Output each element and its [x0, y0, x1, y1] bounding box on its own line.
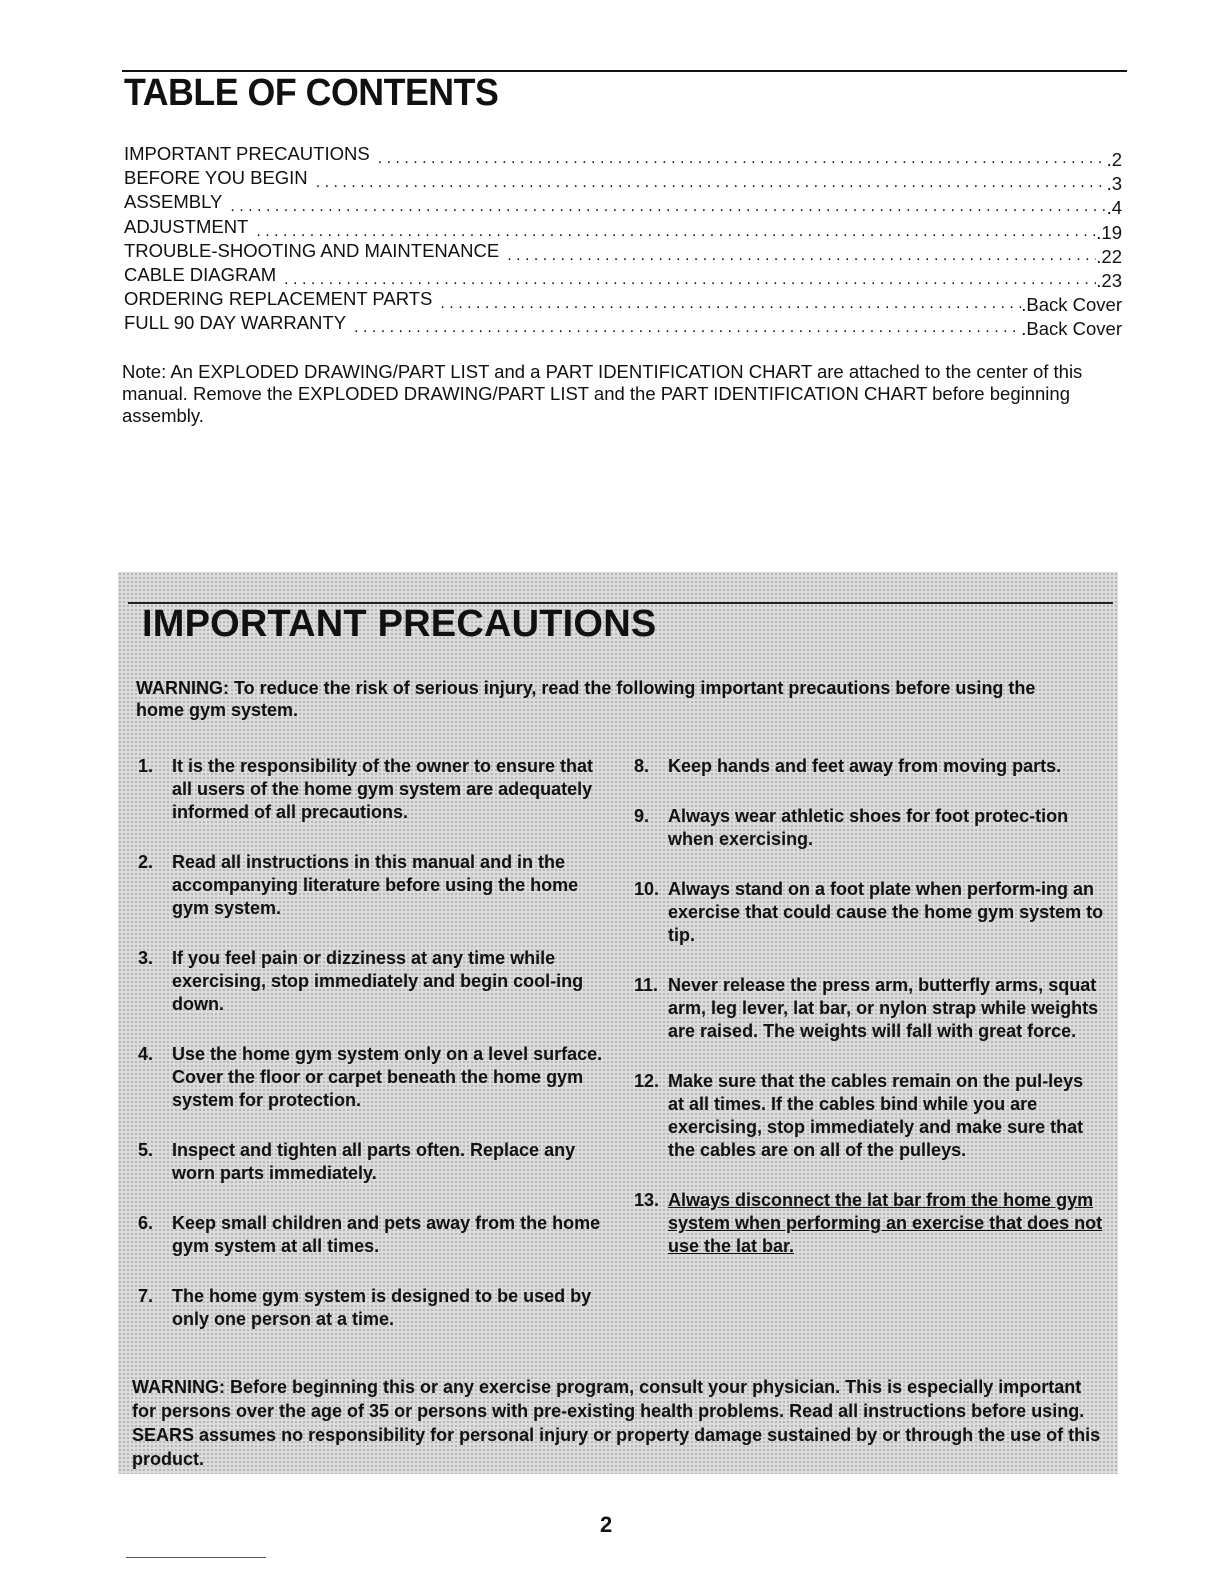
precaution-number: 4. — [138, 1044, 154, 1064]
precautions-section — [118, 572, 1118, 1474]
precaution-item — [634, 1189, 1104, 1258]
precaution-number: 2. — [138, 852, 154, 872]
precaution-number: 1. — [138, 756, 154, 776]
precaution-number: 5. — [138, 1140, 154, 1160]
precaution-number: 9. — [634, 806, 650, 826]
toc-entry-page: .22 — [1096, 245, 1122, 267]
toc-entry-label: ADJUSTMENT — [124, 215, 249, 237]
precautions-title: IMPORTANT PRECAUTIONS — [142, 603, 657, 645]
precaution-text: Read all instructions in this manual and in the accompanying literature before using the home gym system. — [172, 852, 579, 918]
precaution-text: Keep hands and feet away from moving parts. — [668, 756, 1062, 776]
precaution-item — [138, 947, 608, 1016]
precaution-item — [138, 755, 608, 824]
precaution-text: Never release the press arm, butterfly arms, squat arm, leg lever, lat bar, or nylon strap while weights are raised. The weights will fall with great force. — [668, 975, 1099, 1041]
toc-dot-leader — [378, 148, 1107, 170]
toc-entry-label: BEFORE YOU BEGIN — [124, 167, 308, 189]
precaution-number: 3. — [138, 948, 154, 968]
precaution-item — [634, 1070, 1104, 1162]
page-number: 2 — [600, 1512, 613, 1537]
toc-entry[interactable] — [124, 191, 1122, 219]
toc-entry-label: CABLE DIAGRAM — [124, 263, 277, 285]
toc-list — [124, 143, 1122, 340]
toc-dot-leader — [256, 221, 1096, 243]
precaution-item — [138, 1043, 608, 1112]
toc-entry-label: IMPORTANT PRECAUTIONS — [124, 143, 370, 164]
toc-entry-label: ASSEMBLY — [124, 191, 223, 213]
precaution-item — [138, 851, 608, 920]
toc-entry-page: .Back Cover — [1021, 318, 1122, 340]
precaution-item — [634, 878, 1104, 947]
toc-note: Note: An EXPLODED DRAWING/PART LIST and a PART IDENTIFICATION CHART are attached to the center of this manual. Remove the EXPLODED DRAWING/PART LIST and the PART IDENTIFICATION CHART before beginning assembly. — [122, 361, 1083, 426]
precaution-number: 12. — [634, 1071, 660, 1091]
warning-physician: WARNING: Before beginning this or any exercise program, consult your physician. This is especially important for persons over the age of 35 or persons with pre-existing health problems. Read all instructions before using. SEARS assumes no responsibility for personal injury or property damage sustained by or through the use of this product. — [132, 1377, 1101, 1469]
toc-entry[interactable] — [124, 263, 1122, 291]
toc-entry-page: .4 — [1106, 197, 1122, 219]
toc-entry-page: .23 — [1096, 269, 1122, 291]
precaution-item — [634, 974, 1104, 1043]
precaution-item — [138, 1212, 608, 1258]
toc-entry-page: .3 — [1106, 173, 1122, 195]
toc-entry-page: .19 — [1096, 221, 1122, 243]
precaution-number: 10. — [634, 879, 660, 899]
precautions-left-column — [138, 755, 608, 1331]
precaution-item — [634, 755, 1104, 778]
precaution-text: The home gym system is designed to be used by only one person at a time. — [172, 1286, 592, 1329]
toc-dot-leader — [284, 269, 1096, 291]
precaution-number: 8. — [634, 756, 650, 776]
toc-entry[interactable] — [124, 239, 1122, 267]
toc-entry-label: TROUBLE-SHOOTING AND MAINTENANCE — [124, 239, 500, 261]
precaution-number: 6. — [138, 1213, 154, 1233]
toc-entry[interactable] — [124, 215, 1122, 243]
toc-entry-label: ORDERING REPLACEMENT PARTS — [124, 288, 433, 310]
warning-intro: WARNING: To reduce the risk of serious injury, read the following important precautions before using the home gym system. — [136, 678, 1036, 720]
precaution-item — [138, 1139, 608, 1185]
toc-dot-leader — [440, 293, 1021, 315]
precaution-number: 7. — [138, 1286, 154, 1306]
toc-dot-leader — [507, 245, 1096, 267]
precaution-text: Make sure that the cables remain on the pul-leys at all times. If the cables bind while you are exercising, stop immediately and make sure that the cables are on all of the pulleys. — [668, 1071, 1084, 1160]
precaution-item — [138, 1285, 608, 1331]
precaution-item — [634, 805, 1104, 851]
toc-dot-leader — [316, 172, 1107, 194]
toc-entry-page: .Back Cover — [1021, 294, 1122, 316]
footer-rule — [126, 1557, 266, 1558]
precaution-text: If you feel pain or dizziness at any time while exercising, stop immediately and begin cool-ing down. — [172, 948, 584, 1014]
toc-dot-leader — [230, 196, 1106, 218]
precaution-number: 13. — [634, 1190, 660, 1210]
precaution-text: Always stand on a foot plate when perform-ing an exercise that could cause the home gym system to tip. — [668, 879, 1104, 945]
toc-title: TABLE OF CONTENTS — [124, 72, 499, 114]
precaution-text: Use the home gym system only on a level surface. Cover the floor or carpet beneath the home gym system for protection. — [172, 1044, 603, 1110]
precaution-text: Always wear athletic shoes for foot protec-tion when exercising. — [668, 806, 1069, 849]
toc-entry-page: .2 — [1106, 149, 1122, 170]
precaution-text: It is the responsibility of the owner to ensure that all users of the home gym system are adequately informed of all precautions. — [172, 756, 594, 822]
toc-entry-label: FULL 90 DAY WARRANTY — [124, 312, 347, 334]
toc-entry[interactable] — [124, 312, 1122, 340]
precaution-text: Inspect and tighten all parts often. Replace any worn parts immediately. — [172, 1140, 576, 1183]
precautions-right-column — [634, 755, 1104, 1258]
precaution-text-underlined: Always disconnect the lat bar from the home gym system when performing an exercise that does not use the lat bar. — [668, 1190, 1103, 1256]
toc-entry[interactable] — [124, 167, 1122, 195]
precaution-number: 11. — [634, 975, 659, 995]
toc-entry[interactable] — [124, 288, 1122, 316]
toc-entry[interactable] — [124, 143, 1122, 170]
toc-dot-leader — [354, 317, 1021, 339]
precaution-text: Keep small children and pets away from the home gym system at all times. — [172, 1213, 601, 1256]
